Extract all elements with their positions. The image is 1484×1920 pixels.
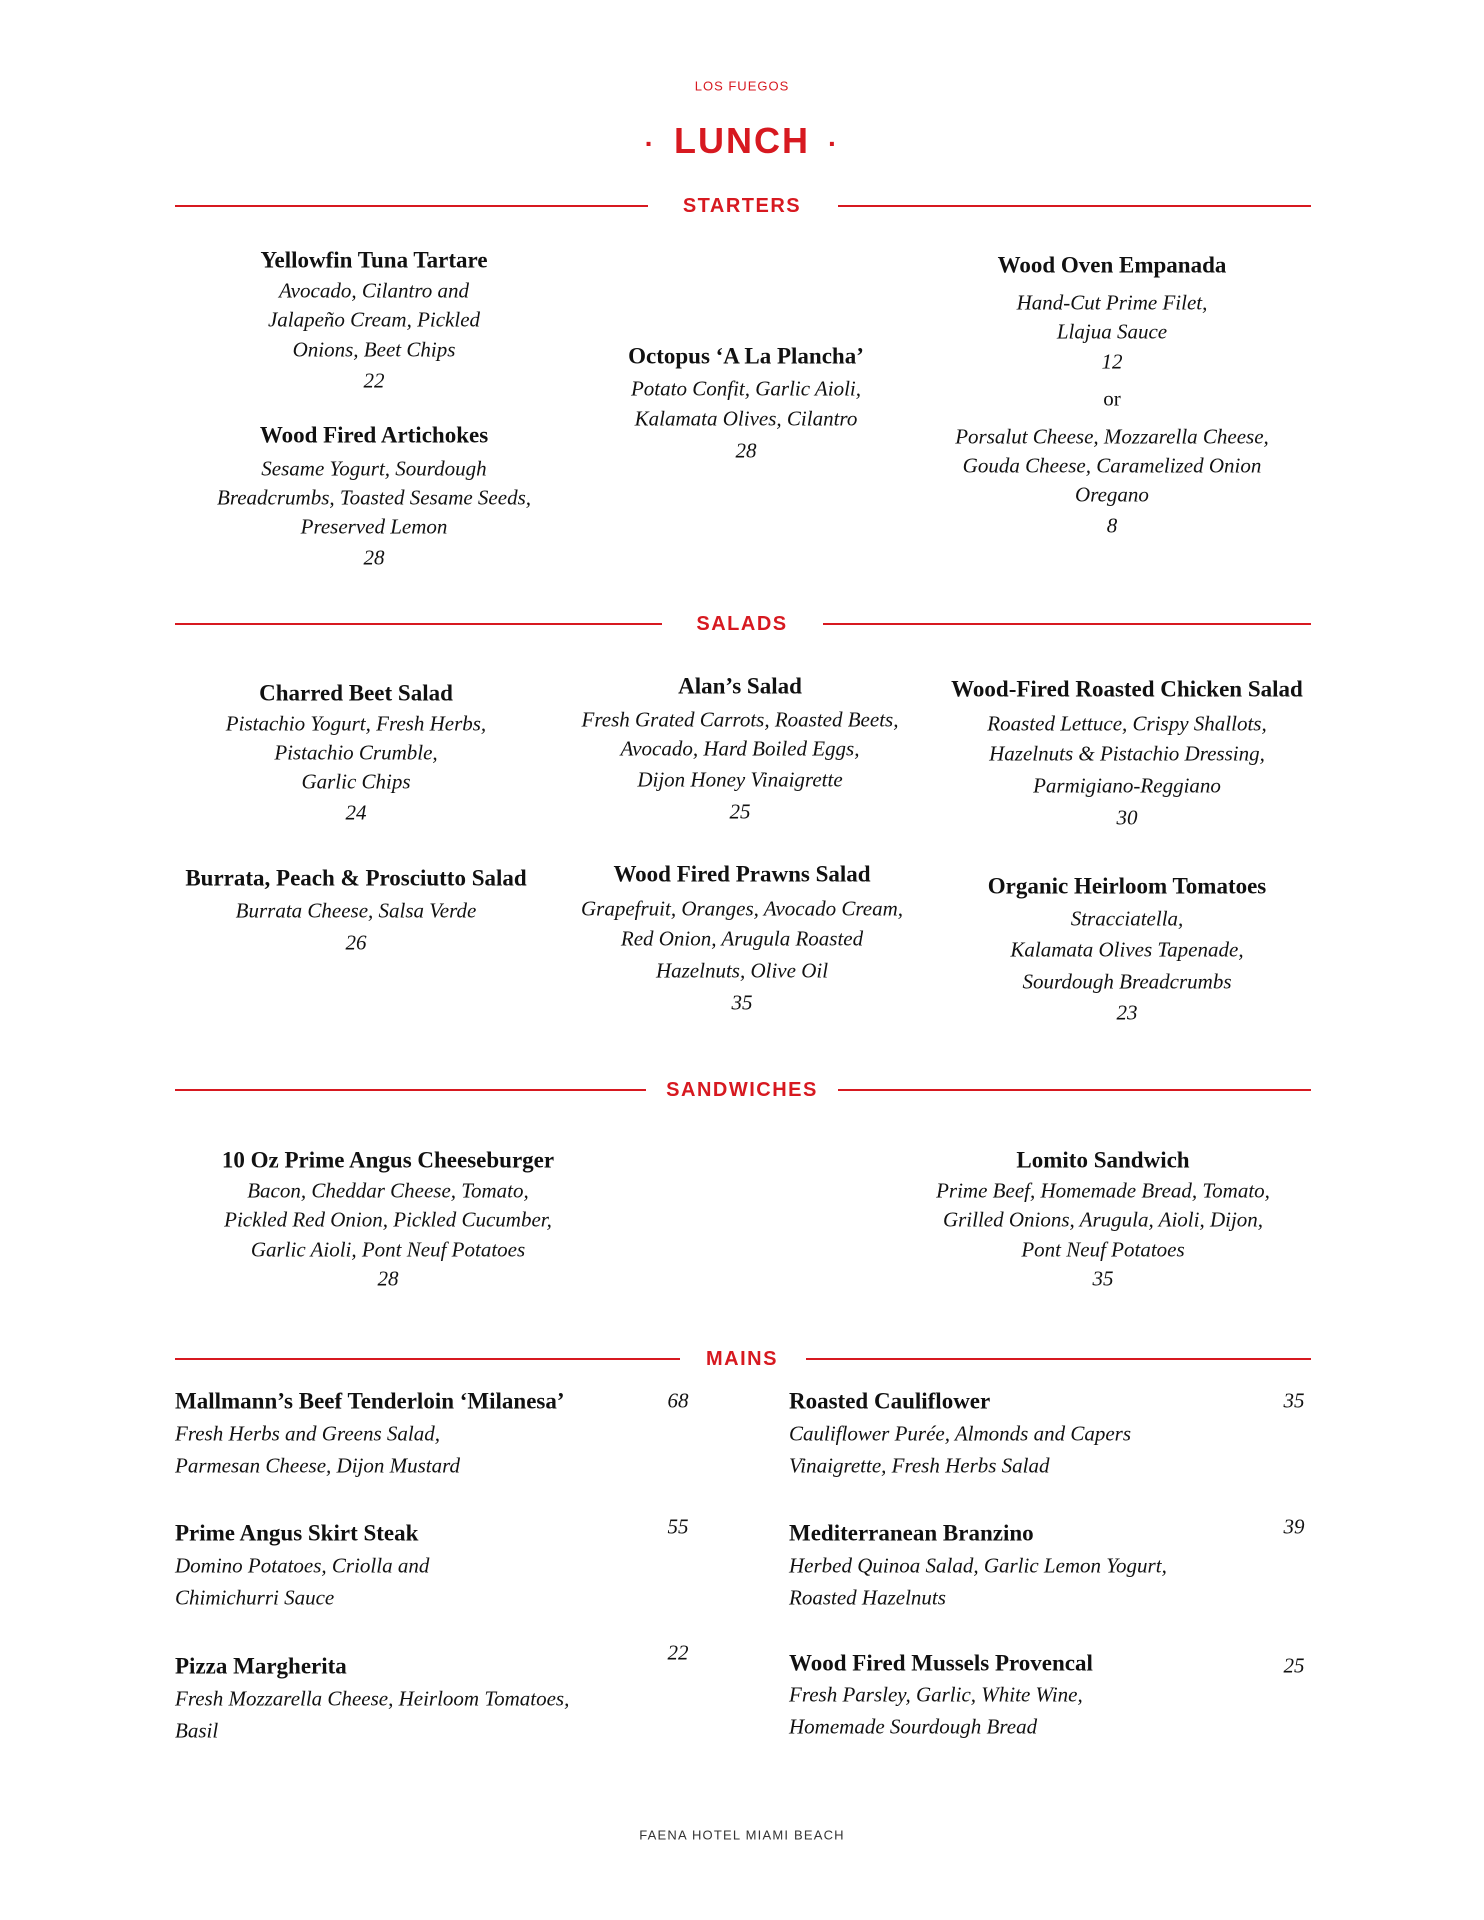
menu-item-description: Vinaigrette, Fresh Herbs Salad bbox=[789, 1453, 1050, 1478]
menu-item-description: Avocado, Cilantro and bbox=[279, 278, 469, 303]
menu-item-description: Garlic Aioli, Pont Neuf Potatoes bbox=[250, 1237, 526, 1262]
restaurant-name: LOS FUEGOS bbox=[694, 78, 790, 94]
menu-item-name: Prime Angus Skirt Steak bbox=[175, 1520, 419, 1546]
menu-item-description: Roasted Hazelnuts bbox=[789, 1585, 946, 1610]
menu-item-description: Roasted Lettuce, Crispy Shallots, bbox=[987, 711, 1267, 736]
menu-item-description: Parmigiano-Reggiano bbox=[1033, 773, 1221, 798]
menu-item-name: Wood-Fired Roasted Chicken Salad bbox=[951, 676, 1303, 702]
menu-item-name: Burrata, Peach & Prosciutto Salad bbox=[185, 865, 527, 891]
menu-item-price: 30 bbox=[1116, 805, 1138, 830]
menu-item-description: Bacon, Cheddar Cheese, Tomato, bbox=[247, 1178, 529, 1203]
menu-item-description: Red Onion, Arugula Roasted bbox=[620, 926, 864, 951]
menu-item-name: Yellowfin Tuna Tartare bbox=[260, 247, 488, 273]
menu-item-description: Stracciatella, bbox=[1070, 906, 1184, 931]
menu-item-description: Sesame Yogurt, Sourdough bbox=[261, 456, 487, 481]
section-divider bbox=[823, 623, 1311, 625]
menu-item-description: Jalapeño Cream, Pickled bbox=[267, 307, 481, 332]
menu-item-alt-description: Gouda Cheese, Caramelized Onion bbox=[962, 453, 1262, 478]
menu-item-description: Grilled Onions, Arugula, Aioli, Dijon, bbox=[942, 1207, 1264, 1232]
section-heading-sandwiches: SANDWICHES bbox=[666, 1079, 818, 1101]
menu-item-price: 35 bbox=[731, 990, 753, 1015]
menu-item-price: 24 bbox=[345, 800, 367, 825]
menu-item-description: Fresh Herbs and Greens Salad, bbox=[175, 1421, 441, 1446]
menu-item-description: Dijon Honey Vinaigrette bbox=[637, 767, 843, 792]
section-divider bbox=[175, 205, 648, 207]
menu-item-description: Kalamata Olives Tapenade, bbox=[1010, 937, 1244, 962]
menu-item-price: 39 bbox=[1283, 1514, 1305, 1539]
menu-item-price: 35 bbox=[1092, 1266, 1114, 1291]
menu-item-description: Pistachio Yogurt, Fresh Herbs, bbox=[225, 711, 487, 736]
section-heading-mains: MAINS bbox=[706, 1348, 778, 1370]
menu-item-price: 25 bbox=[1283, 1653, 1305, 1678]
menu-item-description: Potato Confit, Garlic Aioli, bbox=[630, 376, 862, 401]
menu-item-alt-description: Oregano bbox=[1075, 482, 1149, 507]
menu-item-name: Pizza Margherita bbox=[175, 1653, 347, 1679]
menu-item-description: Kalamata Olives, Cilantro bbox=[634, 406, 858, 431]
menu-item-name: Wood Fired Artichokes bbox=[259, 422, 489, 448]
menu-item-description: Hazelnuts, Olive Oil bbox=[655, 958, 829, 983]
menu-item-description: Avocado, Hard Boiled Eggs, bbox=[620, 736, 860, 761]
menu-item-price: 35 bbox=[1283, 1388, 1305, 1413]
section-divider bbox=[806, 1358, 1311, 1360]
dot-right: · bbox=[827, 128, 840, 159]
menu-item-description: Fresh Grated Carrots, Roasted Beets, bbox=[581, 707, 899, 732]
menu-item-price: 12 bbox=[1101, 349, 1123, 374]
menu-item-name: 10 Oz Prime Angus Cheeseburger bbox=[221, 1147, 555, 1173]
menu-item-description: Hazelnuts & Pistachio Dressing, bbox=[989, 741, 1265, 766]
menu-item-name: Lomito Sandwich bbox=[1016, 1147, 1190, 1173]
menu-item-description: Homemade Sourdough Bread bbox=[789, 1714, 1038, 1739]
dot-left: · bbox=[644, 128, 657, 159]
menu-item-description: Fresh Parsley, Garlic, White Wine, bbox=[789, 1682, 1083, 1707]
section-divider bbox=[838, 1089, 1311, 1091]
menu-item-or: or bbox=[1103, 386, 1121, 411]
menu-item-description: Pistachio Crumble, bbox=[274, 740, 438, 765]
menu-item-description: Llajua Sauce bbox=[1056, 319, 1168, 344]
menu-item-price: 23 bbox=[1116, 1000, 1138, 1025]
section-divider bbox=[175, 623, 662, 625]
menu-item-description: Onions, Beet Chips bbox=[292, 337, 456, 362]
menu-item-price: 25 bbox=[729, 799, 751, 824]
section-divider bbox=[838, 205, 1311, 207]
footer-hotel: FAENA HOTEL MIAMI BEACH bbox=[639, 1827, 845, 1843]
menu-item-name: Charred Beet Salad bbox=[259, 680, 453, 706]
menu-item-price: 28 bbox=[377, 1266, 399, 1291]
menu-item-name: Wood Fired Mussels Provencal bbox=[789, 1650, 1093, 1676]
menu-item-name: Octopus ‘A La Plancha’ bbox=[628, 343, 864, 369]
menu-item-price: 28 bbox=[363, 545, 385, 570]
menu-item-description: Hand-Cut Prime Filet, bbox=[1016, 290, 1208, 315]
menu-item-name: Wood Oven Empanada bbox=[997, 252, 1227, 278]
menu-item-price: 22 bbox=[667, 1640, 689, 1665]
menu-item-description: Herbed Quinoa Salad, Garlic Lemon Yogurt, bbox=[789, 1553, 1167, 1578]
menu-item-description: Grapefruit, Oranges, Avocado Cream, bbox=[581, 896, 903, 921]
menu-item-price: 22 bbox=[363, 368, 385, 393]
menu-item-name: Mediterranean Branzino bbox=[789, 1520, 1034, 1546]
menu-item-alt-price: 8 bbox=[1106, 513, 1118, 538]
menu-item-description: Basil bbox=[175, 1718, 219, 1743]
menu-item-name: Wood Fired Prawns Salad bbox=[613, 861, 871, 887]
menu-item-name: Roasted Cauliflower bbox=[789, 1388, 991, 1414]
menu-item-price: 55 bbox=[667, 1514, 689, 1539]
menu-item-description: Breadcrumbs, Toasted Sesame Seeds, bbox=[217, 485, 531, 510]
menu-item-alt-description: Porsalut Cheese, Mozzarella Cheese, bbox=[955, 424, 1269, 449]
menu-item-description: Pickled Red Onion, Pickled Cucumber, bbox=[224, 1207, 552, 1232]
menu-item-description: Parmesan Cheese, Dijon Mustard bbox=[175, 1453, 461, 1478]
menu-title-text: LUNCH bbox=[674, 120, 810, 161]
section-heading-starters: STARTERS bbox=[682, 195, 802, 217]
section-divider bbox=[175, 1089, 646, 1091]
menu-item-description: Chimichurri Sauce bbox=[175, 1585, 335, 1610]
menu-item-price: 26 bbox=[345, 930, 367, 955]
menu-item-description: Burrata Cheese, Salsa Verde bbox=[235, 898, 477, 923]
menu-item-description: Sourdough Breadcrumbs bbox=[1022, 969, 1232, 994]
menu-item-name: Mallmann’s Beef Tenderloin ‘Milanesa’ bbox=[175, 1388, 565, 1414]
menu-item-price: 68 bbox=[667, 1388, 689, 1413]
menu-item-name: Alan’s Salad bbox=[678, 673, 802, 699]
menu-title bbox=[644, 120, 840, 161]
menu-item-description: Domino Potatoes, Criolla and bbox=[175, 1553, 430, 1578]
section-heading-salads: SALADS bbox=[696, 613, 788, 635]
menu-item-description: Garlic Chips bbox=[301, 769, 411, 794]
menu-item-description: Fresh Mozzarella Cheese, Heirloom Tomatoes, bbox=[175, 1686, 570, 1711]
menu-item-description: Prime Beef, Homemade Bread, Tomato, bbox=[936, 1178, 1270, 1203]
menu-item-description: Preserved Lemon bbox=[300, 514, 448, 539]
section-divider bbox=[175, 1358, 680, 1360]
menu-item-price: 28 bbox=[735, 438, 757, 463]
menu-item-name: Organic Heirloom Tomatoes bbox=[987, 873, 1267, 899]
menu-item-description: Pont Neuf Potatoes bbox=[1021, 1237, 1185, 1262]
menu-item-description: Cauliflower Purée, Almonds and Capers bbox=[789, 1421, 1132, 1446]
